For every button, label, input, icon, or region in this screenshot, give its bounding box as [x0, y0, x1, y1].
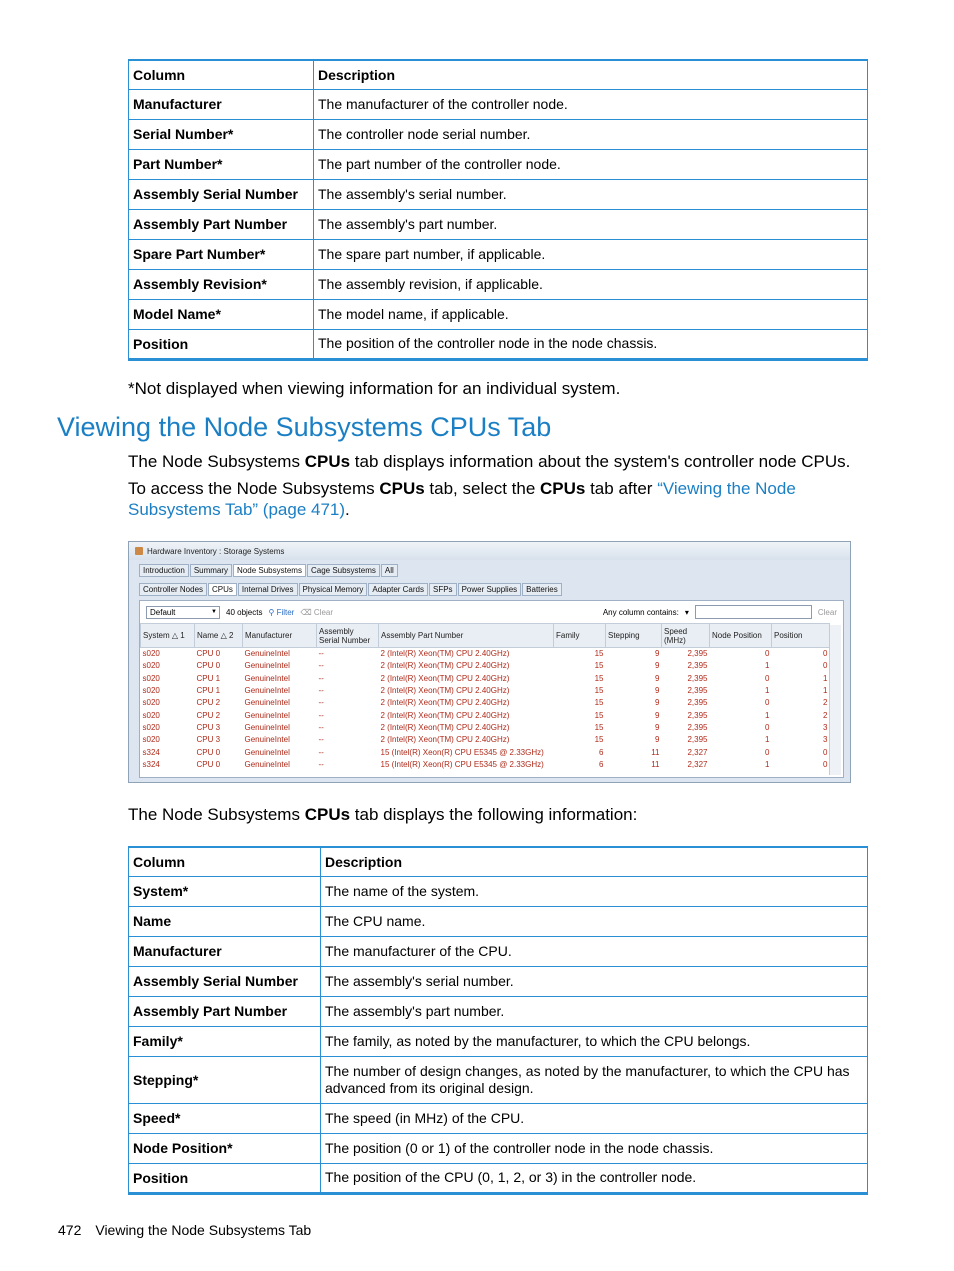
grid-cell: 0 — [765, 698, 770, 708]
grid-column-header[interactable]: Speed (MHz) — [662, 624, 710, 648]
column-header: Column — [129, 847, 321, 876]
page-link[interactable]: “Viewing the Node Subsystems Tab” (page 471) — [128, 479, 796, 519]
description-cell: The position of the controller node in the node chassis. — [314, 329, 868, 359]
grid-cell: s020 — [142, 722, 160, 732]
page-footer — [58, 1222, 325, 1238]
grid-column-header[interactable]: Manufacturer — [243, 624, 317, 648]
grid-cell: 9 — [655, 686, 660, 696]
grid-cell: 0 — [765, 673, 770, 683]
clear-filter-button[interactable]: ⌫ Clear — [300, 607, 334, 617]
table-row — [129, 209, 868, 239]
grid-cell: 1 — [765, 661, 770, 671]
section-heading: Viewing the Node Subsystems CPUs Tab — [57, 412, 552, 442]
description-header: Description — [321, 847, 868, 876]
grid-cell: s020 — [142, 698, 160, 708]
grid-cell: 9 — [655, 722, 660, 732]
description-cell: The assembly's serial number. — [314, 179, 868, 209]
grid-cell: CPU 3 — [196, 722, 221, 732]
grid-cell: 15 — [594, 673, 604, 683]
grid-cell: 2 (Intel(R) Xeon(TM) CPU 2.40GHz) — [380, 686, 510, 696]
description-cell: The assembly's part number. — [321, 996, 868, 1026]
grid-row[interactable] — [141, 672, 830, 684]
grid-cell: 15 (Intel(R) Xeon(R) CPU E5345 @ 2.33GHz) — [380, 747, 544, 757]
table-row — [129, 936, 868, 966]
tab-batteries[interactable]: Batteries — [522, 583, 562, 596]
grid-cell: 0 — [765, 649, 770, 659]
grid-cell: CPU 0 — [196, 649, 221, 659]
column-name-cell: Assembly Serial Number — [129, 179, 314, 209]
cpu-columns-table — [128, 846, 868, 1195]
description-cell: The manufacturer of the CPU. — [321, 936, 868, 966]
column-name-cell: System* — [129, 876, 321, 906]
search-clear-button[interactable]: Clear — [817, 607, 837, 617]
access-paragraph: To access the Node Subsystems CPUs tab, select the CPUs tab after “Viewing the Node Subsystems Tab” (page 471). — [128, 479, 796, 519]
grid-cell: CPU 2 — [196, 710, 221, 720]
grid-cell: GenuineIntel — [244, 759, 290, 769]
search-dropdown-icon[interactable]: ▾ — [684, 607, 689, 617]
grid-cell: 15 — [594, 649, 604, 659]
description-cell: The spare part number, if applicable. — [314, 239, 868, 269]
grid-cell: -- — [318, 710, 324, 720]
grid-cell: 15 — [594, 710, 604, 720]
grid-cell: 2 — [823, 698, 828, 708]
table-row — [129, 299, 868, 329]
grid-cell: 1 — [765, 686, 770, 696]
grid-cell: -- — [318, 649, 324, 659]
grid-cell: GenuineIntel — [244, 722, 290, 732]
cpu-grid — [140, 623, 830, 770]
intro-paragraph: The Node Subsystems CPUs tab displays information about the system's controller node CPUs. — [128, 452, 851, 471]
grid-cell: GenuineIntel — [244, 710, 290, 720]
description-cell: The family, as noted by the manufacturer, to which the CPU belongs. — [321, 1026, 868, 1056]
grid-row[interactable] — [141, 758, 830, 770]
column-name-cell: Manufacturer — [129, 89, 314, 119]
grid-cell: 0 — [765, 747, 770, 757]
grid-cell: -- — [318, 673, 324, 683]
table-row — [129, 179, 868, 209]
tab-internal-drives[interactable]: Internal Drives — [238, 583, 298, 596]
grid-cell: CPU 1 — [196, 686, 221, 696]
grid-cell: 6 — [599, 759, 604, 769]
tab-physical-memory[interactable]: Physical Memory — [299, 583, 368, 596]
grid-cell: 2,327 — [687, 747, 708, 757]
description-cell: The controller node serial number. — [314, 119, 868, 149]
grid-cell: 9 — [655, 698, 660, 708]
description-cell: The number of design changes, as noted by the manufacturer, to which the CPU has advanced from its original design. — [321, 1056, 868, 1103]
table-row — [129, 119, 868, 149]
table-row — [129, 996, 868, 1026]
object-count: 40 objects — [226, 607, 263, 617]
grid-cell: 2,327 — [687, 759, 708, 769]
grid-cell: 15 — [594, 686, 604, 696]
search-input[interactable] — [695, 605, 812, 619]
table-row — [129, 876, 868, 906]
grid-cell: CPU 0 — [196, 759, 221, 769]
hardware-inventory-screenshot — [128, 541, 851, 783]
grid-cell: 2 (Intel(R) Xeon(TM) CPU 2.40GHz) — [380, 735, 510, 745]
grid-cell: 1 — [765, 759, 770, 769]
grid-cell: s020 — [142, 710, 160, 720]
grid-cell: 3 — [823, 735, 828, 745]
grid-cell: 9 — [655, 710, 660, 720]
grid-column-header[interactable]: Name △ 2 — [195, 624, 243, 648]
column-name-cell: Manufacturer — [129, 936, 321, 966]
tab-all[interactable]: All — [381, 564, 398, 577]
grid-cell: GenuineIntel — [244, 698, 290, 708]
grid-cell: s324 — [142, 759, 160, 769]
grid-cell: -- — [318, 722, 324, 732]
grid-cell: GenuineIntel — [244, 747, 290, 757]
vertical-scrollbar[interactable] — [829, 625, 841, 775]
grid-row[interactable] — [141, 697, 830, 709]
grid-cell: 6 — [599, 747, 604, 757]
grid-cell: 2,395 — [687, 722, 708, 732]
table-row — [129, 269, 868, 299]
search-area — [603, 605, 837, 619]
column-name-cell: Assembly Part Number — [129, 996, 321, 1026]
grid-cell: 9 — [655, 735, 660, 745]
grid-cell: 2,395 — [687, 735, 708, 745]
grid-cell: 0 — [823, 747, 828, 757]
description-cell: The position (0 or 1) of the controller node in the node chassis. — [321, 1133, 868, 1163]
grid-toolbar — [140, 601, 843, 623]
grid-cell: 9 — [655, 661, 660, 671]
description-header: Description — [314, 60, 868, 89]
column-name-cell: Assembly Revision* — [129, 269, 314, 299]
table-row — [129, 1026, 868, 1056]
grid-cell: -- — [318, 759, 324, 769]
grid-column-header[interactable]: Node Position — [710, 624, 772, 648]
grid-cell: s020 — [142, 735, 160, 745]
column-name-cell: Stepping* — [129, 1056, 321, 1103]
grid-cell: 1 — [765, 710, 770, 720]
grid-cell: 11 — [651, 747, 660, 757]
cpu-panel — [139, 600, 844, 778]
grid-cell: CPU 3 — [196, 735, 221, 745]
grid-cell: s020 — [142, 686, 160, 696]
description-cell: The manufacturer of the controller node. — [314, 89, 868, 119]
grid-cell: -- — [318, 735, 324, 745]
grid-row[interactable] — [141, 660, 830, 672]
grid-cell: 3 — [823, 722, 828, 732]
column-name-cell: Node Position* — [129, 1133, 321, 1163]
grid-row[interactable] — [141, 684, 830, 696]
tab-cage-subsystems[interactable]: Cage Subsystems — [307, 564, 380, 577]
grid-cell: CPU 0 — [196, 661, 221, 671]
grid-cell: CPU 2 — [196, 698, 221, 708]
grid-cell: 2 — [823, 710, 828, 720]
grid-cell: 2 (Intel(R) Xeon(TM) CPU 2.40GHz) — [380, 673, 510, 683]
page-number: 472 — [58, 1222, 82, 1238]
grid-cell: 15 — [594, 722, 604, 732]
tab-node-subsystems[interactable]: Node Subsystems — [233, 564, 306, 577]
grid-cell: 15 (Intel(R) Xeon(R) CPU E5345 @ 2.33GHz) — [380, 759, 544, 769]
footer-title: Viewing the Node Subsystems Tab — [95, 1222, 312, 1238]
footnote: *Not displayed when viewing information for an individual system. — [128, 379, 621, 398]
grid-cell: 0 — [765, 722, 770, 732]
description-cell: The part number of the controller node. — [314, 149, 868, 179]
sub-tab-bar — [139, 583, 562, 596]
grid-row[interactable] — [141, 746, 830, 758]
description-cell: The name of the system. — [321, 876, 868, 906]
grid-cell: 11 — [651, 759, 660, 769]
grid-cell: -- — [318, 686, 324, 696]
tab-cpus[interactable]: CPUs — [208, 583, 237, 596]
grid-cell: -- — [318, 661, 324, 671]
column-name-cell: Name — [129, 906, 321, 936]
window-titlebar — [129, 542, 850, 560]
search-label: Any column contains: — [602, 607, 679, 617]
grid-cell: s020 — [142, 649, 160, 659]
table-row — [129, 1133, 868, 1163]
grid-cell: GenuineIntel — [244, 673, 290, 683]
grid-column-header[interactable]: Assembly Serial Number — [317, 624, 379, 648]
grid-cell: 0 — [823, 759, 828, 769]
table-header-row — [129, 847, 868, 876]
grid-cell: s020 — [142, 661, 160, 671]
column-name-cell: Position — [129, 1163, 321, 1193]
controller-node-columns-table — [128, 59, 868, 361]
tab-introduction[interactable]: Introduction — [139, 564, 189, 577]
grid-cell: GenuineIntel — [244, 735, 290, 745]
grid-cell: s020 — [142, 673, 160, 683]
tab-summary[interactable]: Summary — [190, 564, 232, 577]
grid-cell: 15 — [594, 661, 604, 671]
table-row — [129, 1056, 868, 1103]
description-cell: The assembly revision, if applicable. — [314, 269, 868, 299]
grid-row[interactable] — [141, 721, 830, 733]
window-title: Hardware Inventory : Storage Systems — [147, 546, 285, 556]
description-cell: The CPU name. — [321, 906, 868, 936]
view-select[interactable]: Default ▼ — [146, 606, 220, 619]
description-cell: The position of the CPU (0, 1, 2, or 3) in the controller node. — [321, 1163, 868, 1193]
grid-row[interactable] — [141, 709, 830, 721]
table-row — [129, 239, 868, 269]
grid-cell: 2,395 — [687, 661, 708, 671]
column-name-cell: Part Number* — [129, 149, 314, 179]
column-name-cell: Family* — [129, 1026, 321, 1056]
grid-cell: 2 (Intel(R) Xeon(TM) CPU 2.40GHz) — [380, 661, 510, 671]
table-row — [129, 1103, 868, 1133]
grid-column-header[interactable]: System △ 1 — [141, 624, 195, 648]
grid-cell: s324 — [142, 747, 160, 757]
tab-power-supplies[interactable]: Power Supplies — [458, 583, 522, 596]
grid-cell: 1 — [765, 735, 770, 745]
grid-cell: CPU 0 — [196, 747, 221, 757]
grid-cell: 2 (Intel(R) Xeon(TM) CPU 2.40GHz) — [380, 722, 510, 732]
column-name-cell: Assembly Part Number — [129, 209, 314, 239]
description-cell: The speed (in MHz) of the CPU. — [321, 1103, 868, 1133]
table-row — [129, 906, 868, 936]
description-cell: The assembly's part number. — [314, 209, 868, 239]
table-row — [129, 149, 868, 179]
tab-sfps[interactable]: SFPs — [429, 583, 457, 596]
grid-cell: -- — [318, 698, 324, 708]
grid-cell: 0 — [823, 649, 828, 659]
grid-row[interactable] — [141, 648, 830, 660]
grid-column-header[interactable]: Family — [554, 624, 606, 648]
grid-cell: GenuineIntel — [244, 661, 290, 671]
grid-cell: CPU 1 — [196, 673, 221, 683]
grid-row[interactable] — [141, 734, 830, 746]
grid-column-header[interactable]: Stepping — [606, 624, 662, 648]
grid-cell: 1 — [823, 686, 828, 696]
grid-cell: 1 — [823, 673, 828, 683]
app-icon — [135, 547, 143, 555]
grid-cell: 2,395 — [687, 686, 708, 696]
column-name-cell: Position — [129, 329, 314, 359]
grid-cell: 15 — [594, 698, 604, 708]
column-name-cell: Speed* — [129, 1103, 321, 1133]
description-cell: The model name, if applicable. — [314, 299, 868, 329]
grid-cell: 2,395 — [687, 698, 708, 708]
tab-controller-nodes[interactable]: Controller Nodes — [139, 583, 207, 596]
column-name-cell: Assembly Serial Number — [129, 966, 321, 996]
column-header: Column — [129, 60, 314, 89]
table-row — [129, 966, 868, 996]
grid-cell: 9 — [655, 649, 660, 659]
grid-column-header[interactable]: Position — [772, 624, 830, 648]
filter-button[interactable]: ⚲ Filter — [268, 607, 295, 617]
table-row — [129, 329, 868, 359]
top-tab-bar — [139, 564, 398, 577]
grid-cell: 2,395 — [687, 710, 708, 720]
column-name-cell: Spare Part Number* — [129, 239, 314, 269]
grid-cell: GenuineIntel — [244, 686, 290, 696]
grid-cell: 2,395 — [687, 673, 708, 683]
grid-cell: 2 (Intel(R) Xeon(TM) CPU 2.40GHz) — [380, 649, 510, 659]
grid-cell: 2 (Intel(R) Xeon(TM) CPU 2.40GHz) — [380, 698, 510, 708]
table-header-row — [129, 60, 868, 89]
grid-cell: GenuineIntel — [244, 649, 290, 659]
grid-cell: 2,395 — [687, 649, 708, 659]
column-name-cell: Model Name* — [129, 299, 314, 329]
info-paragraph: The Node Subsystems CPUs tab displays the following information: — [128, 805, 638, 824]
column-name-cell: Serial Number* — [129, 119, 314, 149]
grid-cell: 9 — [655, 673, 660, 683]
table-row — [129, 1163, 868, 1193]
table-row — [129, 89, 868, 119]
grid-cell: -- — [318, 747, 324, 757]
grid-cell: 15 — [594, 735, 604, 745]
grid-cell: 2 (Intel(R) Xeon(TM) CPU 2.40GHz) — [380, 710, 510, 720]
grid-cell: 0 — [823, 661, 828, 671]
grid-column-header[interactable]: Assembly Part Number — [379, 624, 554, 648]
tab-adapter-cards[interactable]: Adapter Cards — [368, 583, 428, 596]
description-cell: The assembly's serial number. — [321, 966, 868, 996]
